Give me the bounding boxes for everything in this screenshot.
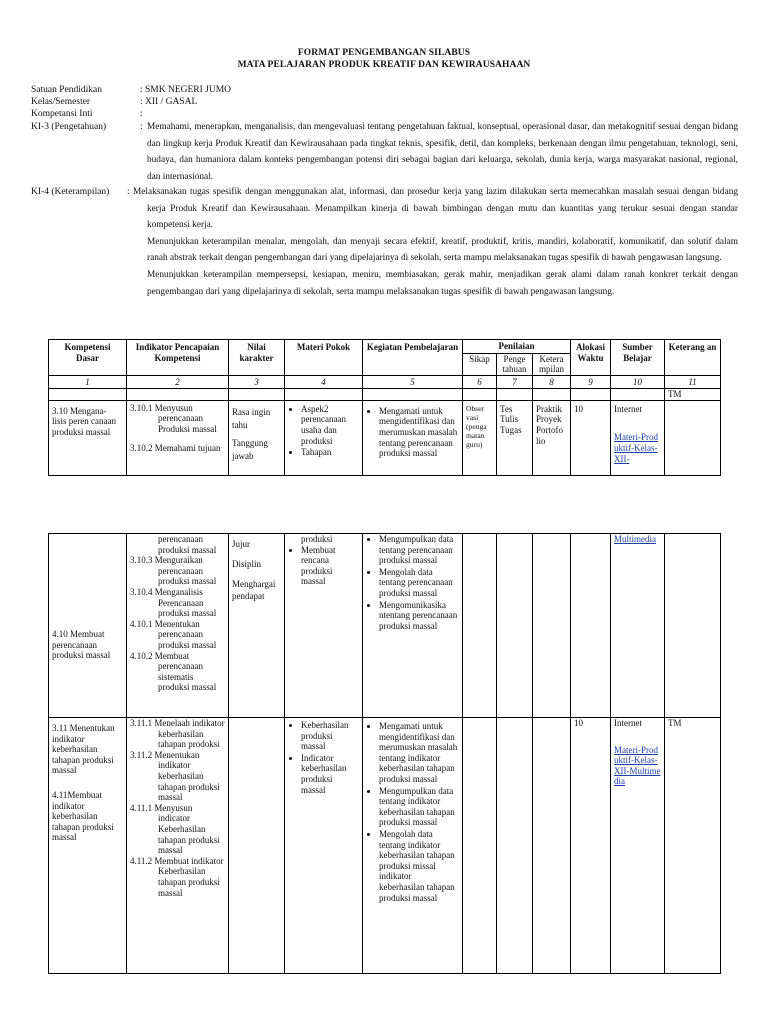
row2-kd: 4.10 Membuat perencanaan produksi massal [49,534,127,718]
row1-nilai-2: Tanggung jawab [232,437,268,461]
row3-materi-1: • Keberhasilan produksi massal [301,720,359,752]
ki3-colon: : [140,122,143,132]
row1-kd: 3.10 Mengana- lisis peren canaan produksi massal [49,400,127,475]
row3-ipk-2: 3.11.2 Menentukan indikator keberhasilan tahapan produksi massal [130,749,220,803]
row1-kegiatan-1: • Mengamati untuk mengidentifikasi dan merumuskan masalah tentang perencanaan produksi massal [379,406,459,459]
header-nilai: Nilai karakter [229,340,285,376]
ki4-block [133,184,738,300]
row2-materi-1: • Membuat rencana produksi massal [301,545,359,587]
row3-kd-1: 3.11 Menentukan indikator keberhasilan tahapan produksi massal [52,723,115,776]
row1-sikap: Obser vasi (penga matan guru) [463,400,497,475]
header-row [49,340,721,354]
row2-ipk-1: 3.10.3 Menguraikan perencanaan produksi massal [130,555,217,587]
col-num: 5 [363,375,463,388]
doc-subtitle: MATA PELAJARAN PRODUK KREATIF DAN KEWIRAUSAHAAN [237,60,531,70]
row2-nilai-3: Menghargai pendapat [232,579,276,601]
row3-keterangan: TM [665,718,721,974]
row3-materi-2: • Indicator keberhasilan produksi massal [301,753,359,795]
row2-ipk-0: perencanaan produksi massal [158,534,217,555]
row3-sumber-label: Internet [614,718,642,728]
row3-kegiatan-2: • Mengumpulkan data tentang indikator keberhasilan tahapan produksi massal [379,786,459,828]
ki3-label: KI-3 (Pengetahuan) [31,122,107,132]
row1-sumber-label: Internet [614,403,642,414]
row2-materi-top: produksi [301,534,333,544]
ki3-text: Memahami, menerapkan, menganalisis, dan mengevaluasi tentang pengetahuan faktual, konseptual, operasional dasar, dan metakognitif sesuai dengan bidang dan lingkup kerja Produk Kreatif dan Kewirausahaan pada tingkat teknis, spesifik, detil, dan kompleks, berkenaan dengan ilmu pengetahuan, teknologi, seni, budaya, dan humaniora dalam konteks pengembangan potensi diri sebagai bagian dari keluarga, sekolah, dunia kerja, warga masyarakat nasional, regional, dan internasional. [147,122,738,182]
table-row [49,534,721,718]
col-num: 8 [533,375,571,388]
header-pengetahuan: Penge tahuan [497,353,533,375]
header-alokasi: Alokasi Waktu [571,340,611,376]
col-num: 2 [127,375,229,388]
meta-label-ki: Kompetansi Inti [31,109,93,119]
ki4-p3: Menunjukkan keterampilan mempersepsi, kesiapan, meniru, membiasakan, gerak mahir, menjadikan gerak alami dalam ranah konkret terkait dengan pengembangan dari yang dipelajarinya di sekolah, serta mampu melaksanakan tugas spesifik di bawah pengawasan langsung. [147,269,738,297]
meta-label-kelas: Kelas/Semester [31,97,91,107]
row1-sumber-link[interactable]: Materi-Produktif-Kelas-XII- [614,432,659,464]
ki4-label: KI-4 (Keterampilan) [31,187,110,197]
row1-ipk-2: 3.10.2 Memahami tujuan [130,442,221,453]
header-keterangan: Keterang an [665,340,721,376]
ki4-colon: : [127,187,130,197]
row1-ipk-1: 3.10.1 Menyusun perencanaan Produksi massal [130,402,217,434]
header-materi: Materi Pokok [285,340,363,376]
row1-pengetahuan: Tes Tulis Tugas [497,400,533,475]
row1-materi-1: • Aspek2 perencanaan usaha dan produksi [301,404,359,446]
header-kd: Kompetensi Dasar [49,340,127,376]
row2-kegiatan-3: • Mengomunikasika ntentang perencanaan produksi massal [379,600,459,632]
row3-sumber-link[interactable]: Materi-Produktif-Kelas-XII-Multimedia [614,744,661,787]
row3-kd-2: 4.11Membuat indikator keberhasilan tahapan produksi massal [52,789,114,843]
header-penilaian: Penilaian [463,340,571,354]
row3-alokasi: 10 [571,718,611,974]
row3-ipk-3: 4.11.1 Menyusun indicator Keberhasilan tahapan produksi massal [130,802,220,856]
row1-materi-2: • Tahapan [301,447,359,458]
ki4-p2: Menunjukkan keterampilan menalar, mengolah, dan menyaji secara efektif, kreatif, produktif, kritis, mandiri, kolaboratif, komunikatif, dan solutif dalam ranah abstrak terkait dengan pengembangan dari yang dipelajarinya di sekolah, serta mampu melaksanakan tugas spesifik di bawah pengawasan langsung. [147,236,738,264]
meta-value-ki: : [140,109,143,119]
row3-kegiatan-3: • Mengolah data tentang indikator keberhasilan tahapan produksi missal indikator keberhasilan tahapan produksi massal [379,829,459,903]
row1-keterampilan: Praktik Proyek Portofo lio [533,400,571,475]
col-num: 1 [49,375,127,388]
doc-title: FORMAT PENGEMBANGAN SILABUS [297,48,471,58]
col-num: 10 [611,375,665,388]
row2-sumber-link[interactable]: Multimedia [614,534,656,544]
column-number-row [49,375,721,388]
header-sikap: Sikap [463,353,497,375]
row3-ipk-1: 3.11.1 Menelaah indikator keberhasilan tahapan prodoksi [130,718,225,750]
ki4-p1: Melaksanakan tugas spesifik dengan menggunakan alat, informasi, dan prosedur kerja yang lazim dilakukan serta memecahkan masalah sesuai dengan bidang kerja Produk Kreatif dan Kewirausahaan. Menampilkan kinerja di bawah bimbingan dengan mutu dan kuantitas yang terukur sesuai dengan standar kompetensi kerja. [133,187,738,231]
row2-ipk-2: 3.10.4 Menganalisis Perencanaan produksi massal [130,586,217,619]
meta-value-kelas: : XII / GASAL [140,97,198,107]
col-num: 3 [229,375,285,388]
col-num: 7 [497,375,533,388]
col-num: 11 [665,375,721,388]
row2-nilai-1: Jujur [232,539,250,549]
meta-value-satuan: : SMK NEGERI JUMO [140,85,232,95]
col-num: 4 [285,375,363,388]
col-num: 6 [463,375,497,388]
row3-ipk-4: 4.11.2 Membuat indikator Keberhasilan tahapan produksi massal [130,855,224,898]
row1-alokasi: 10 [571,400,611,475]
row2-ipk-4: 4.10.2 Membuat perencanaan sistematis produksi massal [130,650,217,693]
extra-row [49,388,721,400]
table-row [49,400,721,475]
header-sumber: Sumber Belajar [611,340,665,376]
extra-row-ket: TM [665,388,721,400]
row1-nilai-1: Rasa ingin tahu [232,406,271,430]
meta-label-satuan: Satuan Pendidikan [31,85,102,95]
header-kegiatan: Kegiatan Pembelajaran [363,340,463,376]
row2-kegiatan-1: • Mengumpulkan data tentang perencanaan produksi massal [379,534,459,566]
row2-ipk-3: 4.10.1 Menentukan perencanaan produksi massal [130,618,217,650]
table-row [49,718,721,974]
header-keterampilan: Ketera mpilan [533,353,571,375]
row2-kegiatan-2: • Mengolah data tentang perencanaan produksi massal [379,567,459,599]
syllabus-table-top [48,339,721,476]
row3-kegiatan-1: • Mengamati untuk mengidentifikasi dan merumuskan masalah tentang indikator keberhasilan tahapan produksi massal [379,721,459,785]
header-ipk: Indikator Pencapaian Kompetensi [127,340,229,376]
row2-nilai-2: Disiplin [232,559,262,569]
col-num: 9 [571,375,611,388]
syllabus-table-bottom [48,533,721,974]
